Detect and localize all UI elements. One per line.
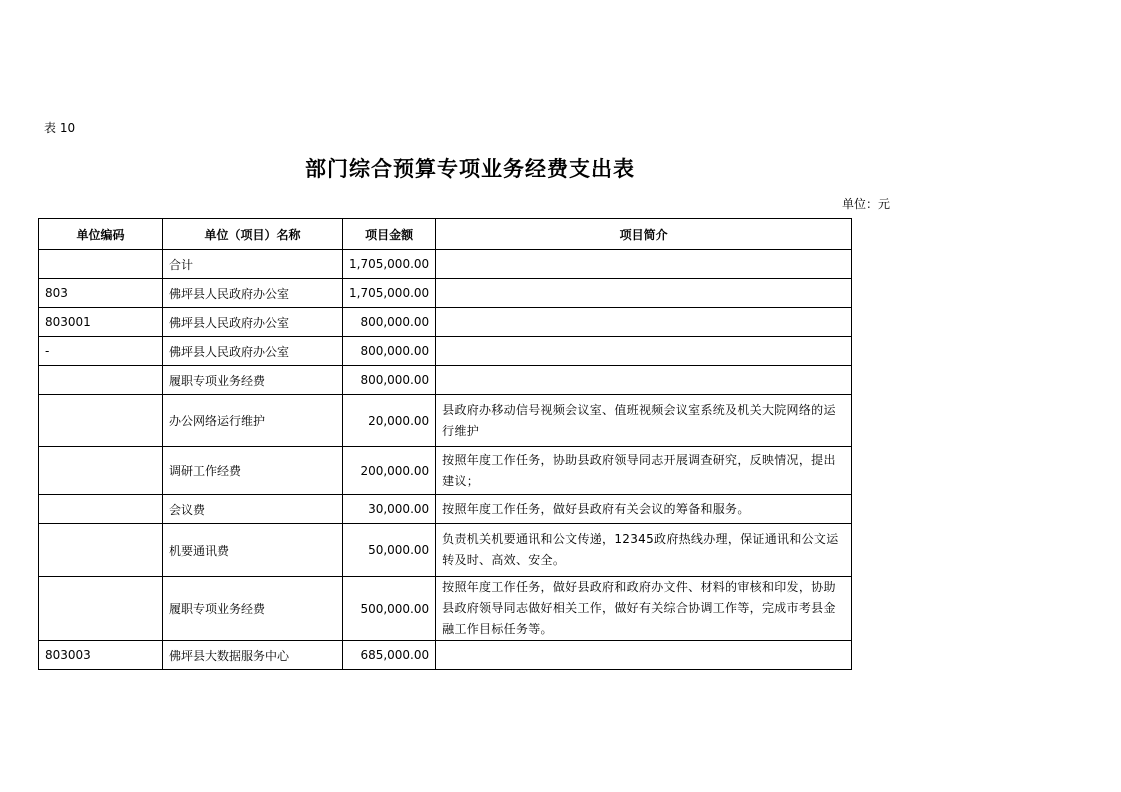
row-code	[39, 395, 163, 447]
page-title: 部门综合预算专项业务经费支出表	[305, 156, 635, 181]
row-description: 按照年度工作任务，做好县政府和政府办文件、材料的审核和印发，协助县政府领导同志做好相关工作，做好有关综合协调工作等，完成市考县金融工作目标任务等。	[436, 577, 852, 641]
row-amount: 20,000.00	[343, 395, 436, 447]
row-amount: 1,705,000.00	[343, 250, 436, 279]
row-description: 按照年度工作任务，做好县政府有关会议的筹备和服务。	[436, 495, 852, 524]
row-code	[39, 366, 163, 395]
table-header-row	[39, 219, 852, 250]
row-description	[436, 308, 852, 337]
row-description	[436, 250, 852, 279]
row-code: -	[39, 337, 163, 366]
row-description	[436, 337, 852, 366]
row-name: 履职专项业务经费	[163, 577, 343, 641]
row-amount: 200,000.00	[343, 447, 436, 495]
table-number: 表 10	[44, 121, 76, 135]
row-amount: 685,000.00	[343, 641, 436, 670]
row-code	[39, 250, 163, 279]
row-name: 履职专项业务经费	[163, 366, 343, 395]
row-code: 803003	[39, 641, 163, 670]
table-row	[39, 577, 852, 641]
table-row	[39, 395, 852, 447]
row-name: 机要通讯费	[163, 524, 343, 577]
row-code: 803001	[39, 308, 163, 337]
table-row	[39, 279, 852, 308]
row-description	[436, 641, 852, 670]
row-name: 调研工作经费	[163, 447, 343, 495]
table-row	[39, 250, 852, 279]
row-name: 办公网络运行维护	[163, 395, 343, 447]
row-description: 按照年度工作任务，协助县政府领导同志开展调查研究，反映情况，提出建议；	[436, 447, 852, 495]
row-name: 佛坪县人民政府办公室	[163, 308, 343, 337]
budget-table	[38, 218, 852, 670]
row-code: 803	[39, 279, 163, 308]
header-unit-name: 单位（项目）名称	[163, 219, 343, 250]
row-code	[39, 447, 163, 495]
table-row	[39, 337, 852, 366]
row-amount: 500,000.00	[343, 577, 436, 641]
row-code	[39, 577, 163, 641]
row-amount: 30,000.00	[343, 495, 436, 524]
row-amount: 800,000.00	[343, 366, 436, 395]
header-description: 项目简介	[436, 219, 852, 250]
header-amount: 项目金额	[343, 219, 436, 250]
row-name: 合计	[163, 250, 343, 279]
row-description: 负责机关机要通讯和公文传递，12345政府热线办理，保证通讯和公文运转及时、高效、安全。	[436, 524, 852, 577]
row-amount: 800,000.00	[343, 337, 436, 366]
row-description	[436, 279, 852, 308]
row-description	[436, 366, 852, 395]
table-row	[39, 447, 852, 495]
row-code	[39, 495, 163, 524]
row-amount: 800,000.00	[343, 308, 436, 337]
table-row	[39, 495, 852, 524]
table-row	[39, 641, 852, 670]
row-name: 佛坪县大数据服务中心	[163, 641, 343, 670]
table-row	[39, 308, 852, 337]
row-code	[39, 524, 163, 577]
table-row	[39, 524, 852, 577]
row-name: 会议费	[163, 495, 343, 524]
table-row	[39, 366, 852, 395]
row-amount: 50,000.00	[343, 524, 436, 577]
header-unit-code: 单位编码	[39, 219, 163, 250]
row-description: 县政府办移动信号视频会议室、值班视频会议室系统及机关大院网络的运行维护	[436, 395, 852, 447]
row-amount: 1,705,000.00	[343, 279, 436, 308]
row-name: 佛坪县人民政府办公室	[163, 279, 343, 308]
unit-label: 单位：元	[842, 197, 891, 211]
row-name: 佛坪县人民政府办公室	[163, 337, 343, 366]
